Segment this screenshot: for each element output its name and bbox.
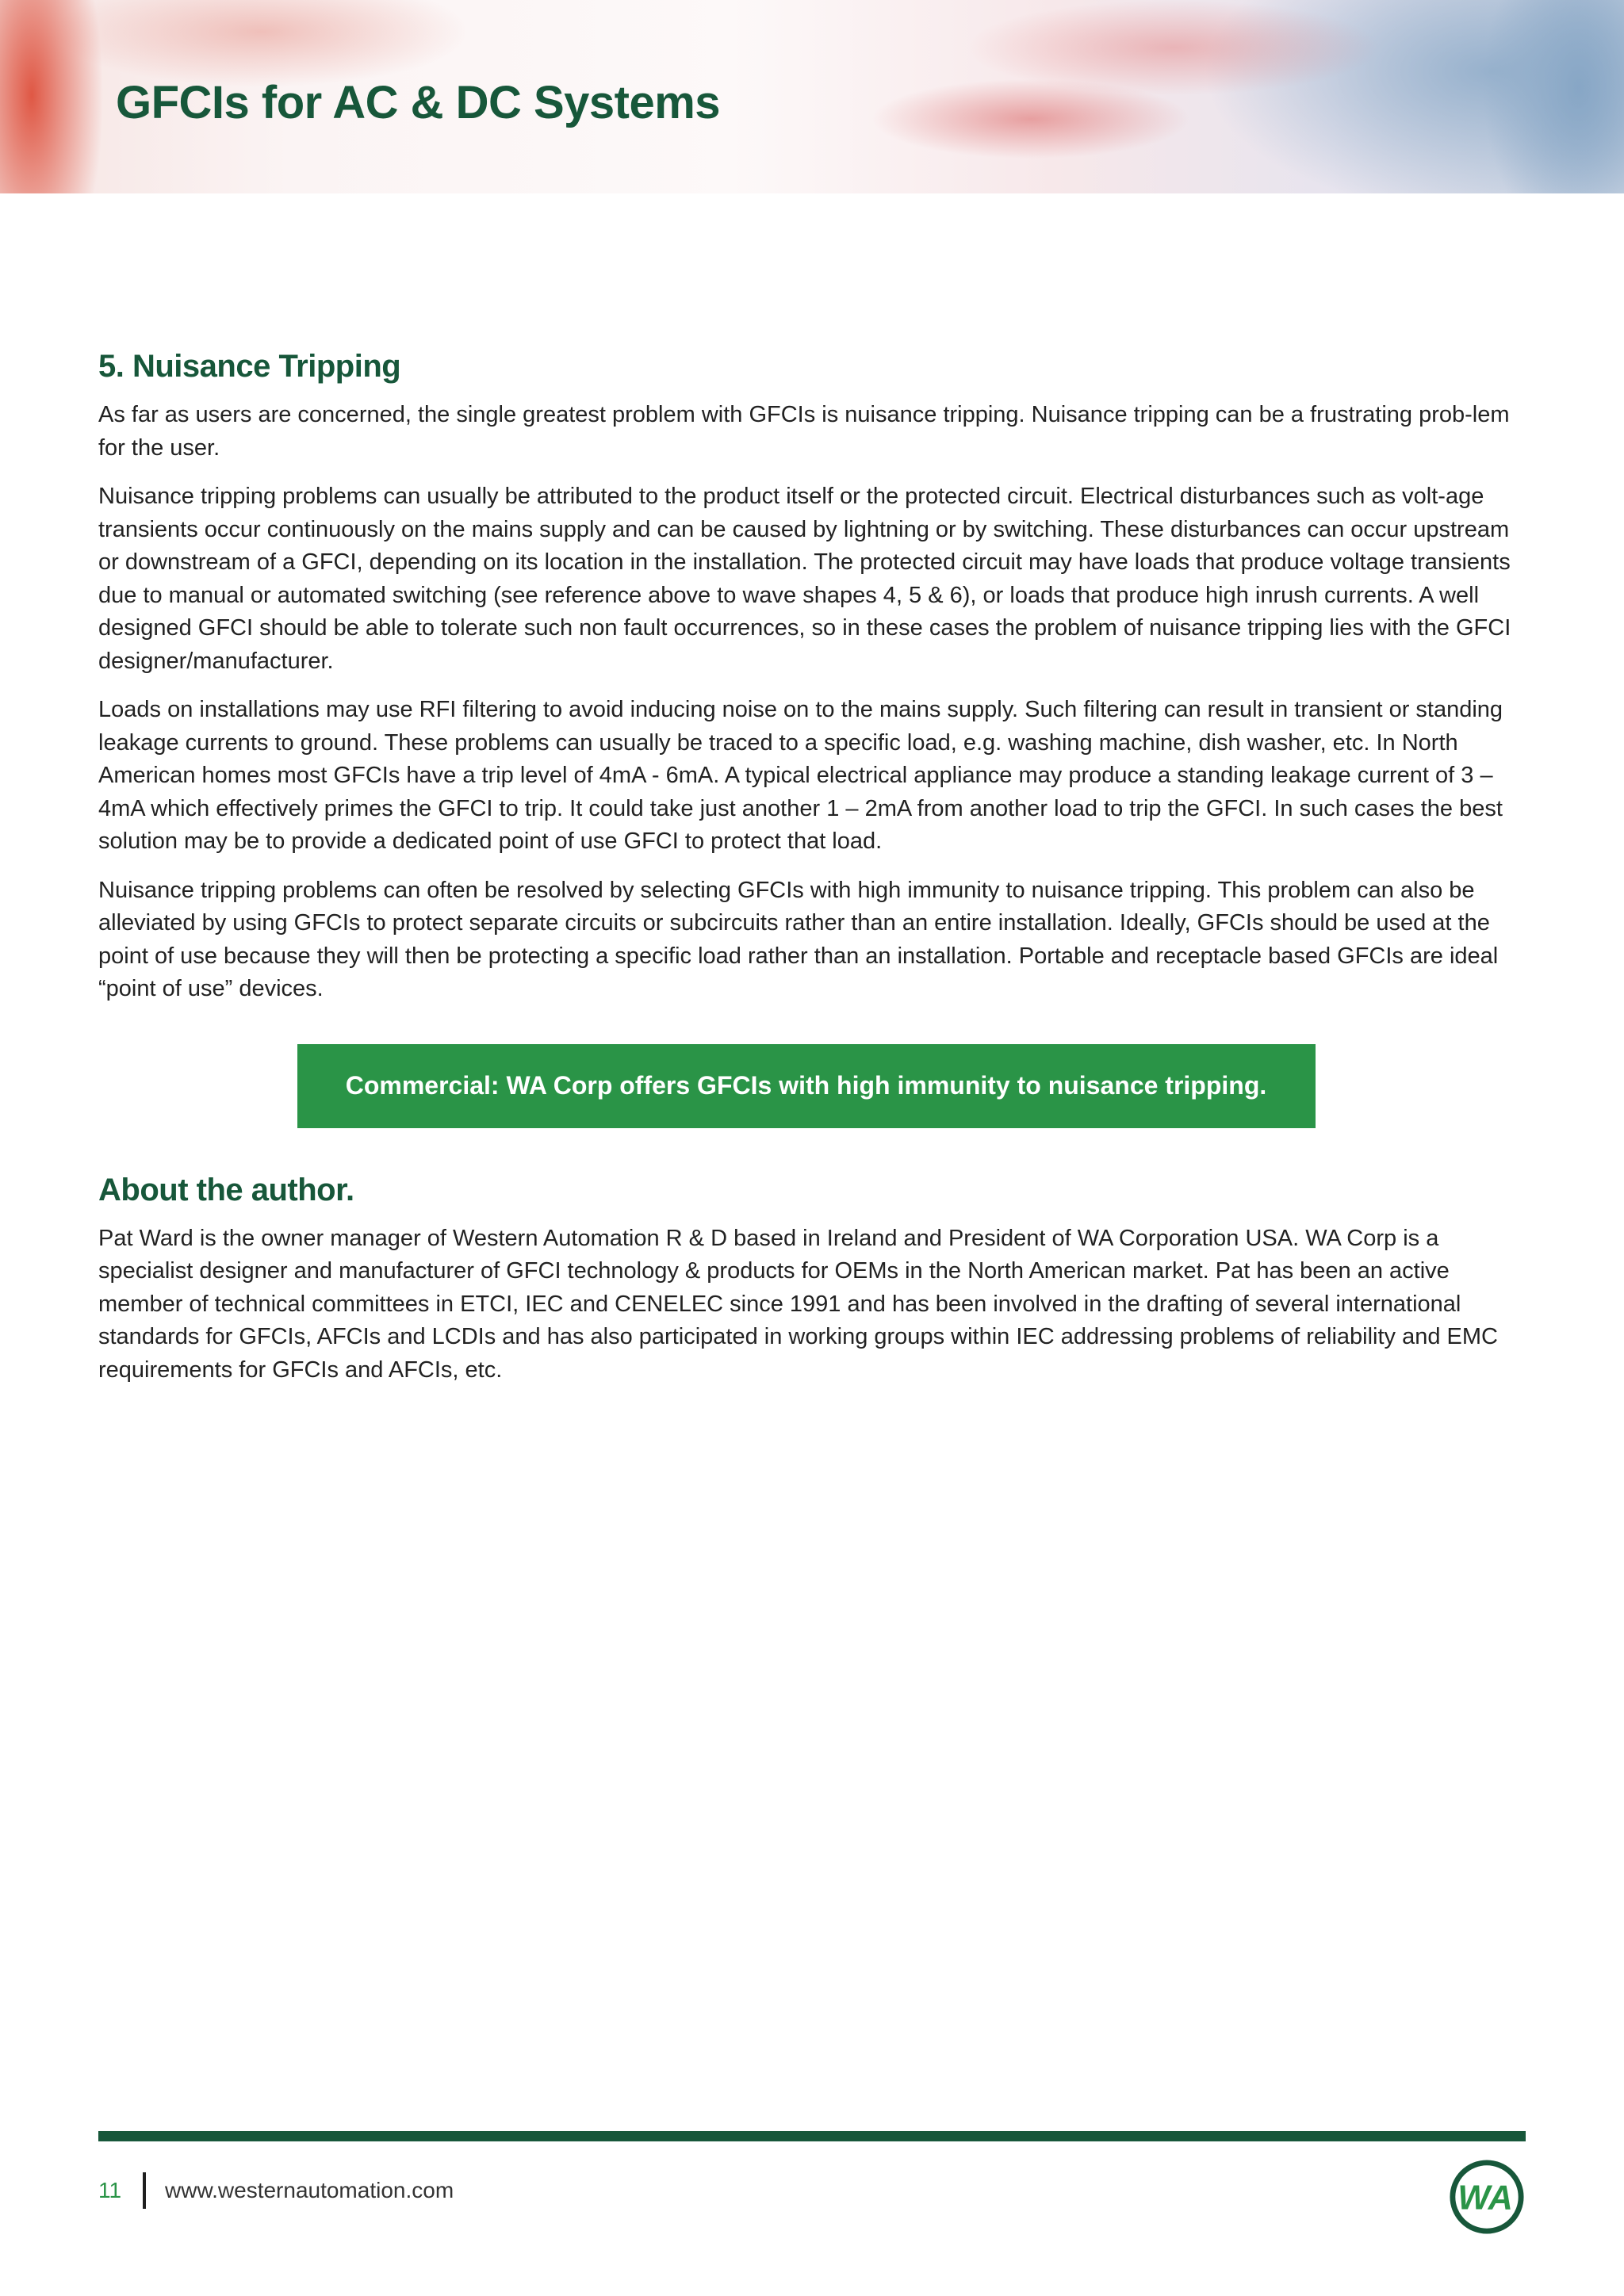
main-content <box>98 349 1526 1402</box>
paragraph: Loads on installations may use RFI filtering to avoid inducing noise on to the mains supply. Such filtering can result in transient or standing leakage currents to ground. These problems can usually be traced to a specific load, e.g. washing machine, dish washer, etc. In North American homes most GFCIs have a trip level of 4mA - 6mA. A typical electrical appliance may produce a standing leakage current of 3 – 4mA which effectively primes the GFCI to trip. It could take just another 1 – 2mA from another load to trip the GFCI. In such cases the best solution may be to provide a dedicated point of use GFCI to protect that load. <box>98 697 1503 854</box>
wa-logo-icon <box>1448 2158 1526 2236</box>
author-heading: About the author. <box>98 1172 354 1207</box>
document-title: GFCIs for AC & DC Systems <box>116 77 721 128</box>
footer-rule <box>98 2131 1526 2141</box>
section-heading: 5. Nuisance Tripping <box>98 349 401 384</box>
website-link[interactable]: www.westernautomation.com <box>165 2178 454 2202</box>
logo-text: WA <box>1457 2179 1513 2218</box>
page-number: 11 <box>98 2178 122 2202</box>
paragraph: Nuisance tripping problems can usually be attributed to the product itself or the protected circuit. Electrical disturbances such as volt-age transients occur continuously on the mains supply and can be caused by lightning or by switching. These disturbances can occur upstream or downstream of a GFCI, depending on its location in the installation. The protected circuit may have loads that produce voltage transients due to manual or automated switching (see reference above to wave shapes 4, 5 & 6), or loads that produce high inrush currents. A well designed GFCI should be able to tolerate such non fault occurrences, so in these cases the problem of nuisance tripping lies with the GFCI designer/manufacturer. <box>98 484 1511 674</box>
callout-container <box>98 1044 1526 1128</box>
footer <box>98 2171 454 2210</box>
paragraph: As far as users are concerned, the single greatest problem with GFCIs is nuisance tripping. Nuisance tripping can be a frustrating prob-lem for the user. <box>98 402 1510 461</box>
paragraph: Nuisance tripping problems can often be resolved by selecting GFCIs with high immunity to nuisance tripping. This problem can also be alleviated by using GFCIs to protect separate circuits or subcircuits rather than an entire installation. Ideally, GFCIs should be used at the point of use because they will then be protecting a specific load rather than an installation. Portable and receptacle based GFCIs are ideal “point of use” devices. <box>98 877 1499 1001</box>
commercial-callout: Commercial: WA Corp offers GFCIs with high immunity to nuisance tripping. <box>297 1044 1316 1128</box>
header-banner <box>0 0 1624 193</box>
footer-divider <box>143 2172 146 2209</box>
author-bio: Pat Ward is the owner manager of Western Automation R & D based in Ireland and President of WA Corporation USA. WA Corp is a specialist designer and manufacturer of GFCI technology & products for OEMs in the North American market. Pat has been an active member of technical committees in ETCI, IEC and CENELEC since 1991 and has been involved in the drafting of several international standards for GFCIs, AFCIs and LCDIs and has also participated in working groups within IEC addressing problems of reliability and EMC requirements for GFCIs and AFCIs, etc. <box>98 1225 1498 1383</box>
